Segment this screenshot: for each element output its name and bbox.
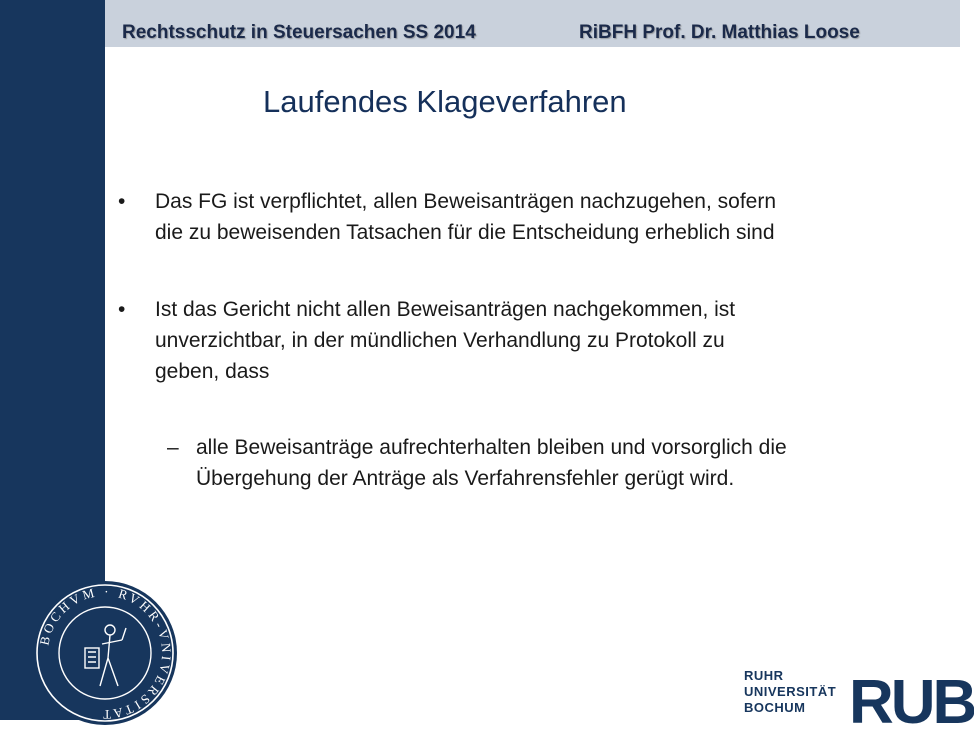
rub-logo: RUB (849, 668, 974, 737)
wordmark-line-2: UNIVERSITÄT (744, 684, 837, 699)
university-seal-icon (30, 578, 180, 728)
header-lecturer: RiBFH Prof. Dr. Matthias Loose (579, 22, 860, 43)
sub-bullet-line-2: Übergehung der Anträge als Verfahrensfehler gerügt wird. (196, 467, 735, 490)
sub-bullet-line-1: alle Beweisanträge aufrechterhalten bleiben und vorsorglich die (196, 436, 787, 459)
wordmark-line-1: RUHR (744, 668, 784, 683)
svg-text:BOCHVM · RVHR-VNIVERSITAT: BOCHVM · RVHR-VNIVERSITAT (36, 583, 175, 723)
sub-bullet (196, 432, 787, 494)
wordmark-line-3: BOCHUM (744, 700, 806, 715)
sub-bullet-marker: – (167, 436, 179, 459)
bullet-marker-1: • (118, 190, 126, 213)
header-course-title: Rechtsschutz in Steuersachen SS 2014 (122, 22, 476, 43)
bullet-2-line-1: Ist das Gericht nicht allen Beweisanträgen nachgekommen, ist (155, 298, 736, 321)
bullet-2 (155, 294, 735, 387)
bullet-marker-2: • (118, 298, 126, 321)
bullet-1-line-1: Das FG ist verpflichtet, allen Beweisanträgen nachzugehen, sofern (155, 190, 777, 213)
bullet-1-line-2: die zu beweisenden Tatsachen für die Entscheidung erheblich sind (155, 221, 775, 244)
bullet-2-line-3: geben, dass (155, 360, 270, 383)
university-wordmark (744, 668, 836, 716)
bullet-2-line-2: unverzichtbar, in der mündlichen Verhandlung zu Protokoll zu (155, 329, 725, 352)
slide-title: Laufendes Klageverfahren (263, 84, 627, 119)
bullet-1 (155, 186, 776, 248)
